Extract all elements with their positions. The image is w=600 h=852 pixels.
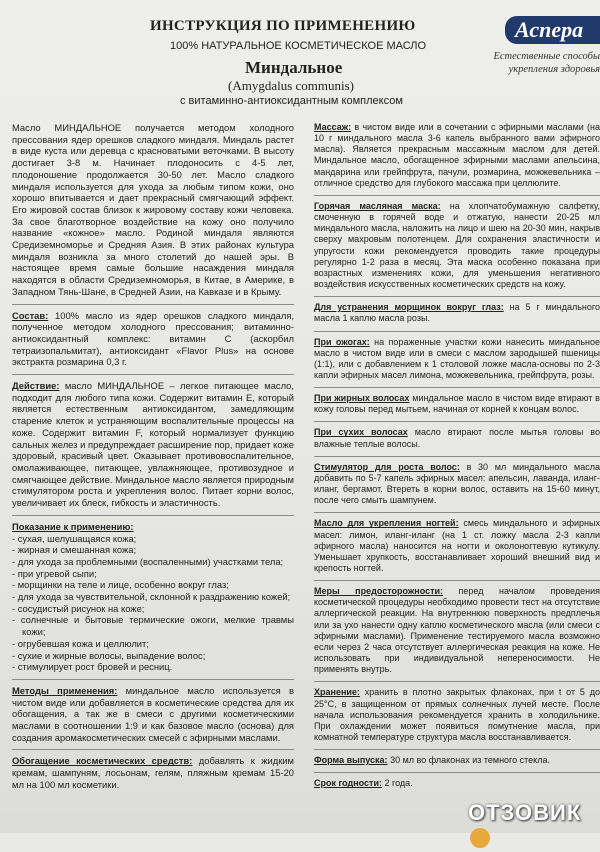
list-item: - солнечные и бытовые термические ожоги, мелкие травмы кожи; xyxy=(12,614,294,638)
composition-section: Состав: 100% масло из ядер орешков сладкого миндаля, полученное методом холодного прессования; витаминно-антиоксидантный комплекс: витамин С (аскорбил тетраизопальмитат), антиоксидант «Flavor Plus» на основе экстракта розмарина 0,3 г. xyxy=(12,309,294,368)
hair-growth-section: Стимулятор для роста волос: в 30 мл миндального масла добавить по 5-7 капель эфирных масел: апельсин, лаванда, иланг-иланг, бергамот. Втереть в корни волос, оставить на 15-60 минут, после чего смыть шампунем. xyxy=(314,461,600,506)
list-item: - жирная и смешанная кожа; xyxy=(12,544,137,556)
product-name: Миндальное xyxy=(245,58,343,77)
indications-list xyxy=(12,533,294,673)
divider xyxy=(314,772,600,773)
divider xyxy=(314,512,600,513)
shelf-life-section: Срок годности: 2 года. xyxy=(314,778,413,789)
nails-section: Масло для укрепления ногтей: смесь миндального и эфирных масел: лимон, иланг-иланг (на 1 ст. ложку масла 2-3 капли эфирного масла) наносится на ногти и околоногтевую кутикулу. Уменьшает хрупкость, восстанавливает хороший внешний вид и крепость ногтей. xyxy=(314,518,600,573)
divider xyxy=(314,331,600,332)
complex-note: с витаминно-антиоксидантным комплексом xyxy=(180,95,403,107)
oily-hair-section: При жирных волосах миндальное масло в чистом виде втирают в кожу головы перед мытьем, начиная от корней к концам волос. xyxy=(314,393,600,415)
header xyxy=(0,0,600,118)
wrinkles-section: Для устранения морщинок вокруг глаз: на 5 г миндального масла 1 каплю масла розы. xyxy=(314,302,600,324)
right-column xyxy=(314,122,600,796)
massage-section: Массаж: в чистом виде или в сочетании с эфирными маслами (на 10 г миндального масла 3-6 капель выбранного вами эфирного масла). Является прекрасным массажным маслом для детей. Миндальное масло, обогащенное эфирными маслами апельсина, мандарина или грейпфрута, пачули, розмарина, можжевельника – отличное средство для глубокого массажа при целлюлите. xyxy=(314,122,600,188)
list-item: - стимулирует рост бровей и ресниц. xyxy=(12,661,173,673)
brand-logo: Аспера xyxy=(505,16,600,44)
divider xyxy=(12,304,294,305)
divider xyxy=(314,296,600,297)
storage-section: Хранение: хранить в плотно закрытых флаконах, при t от 5 до 25°С, в защищенном от прямых солнечных лучей месте. После начала использования рекомендуется хранить в холодильнике. При охлаждении может появиться помутнение масла, при комнатной температуре структура масла восстанавливается. xyxy=(314,687,600,743)
methods-section: Методы применения: миндальное масло используется в чистом виде или добавляется в косметические средства для их обогащения, а так же в смеси с другими косметическими маслами в соотношении 1:9 и как базовое масло (основа) для создания аромакосметических смесей с эфирными маслами. xyxy=(12,684,294,743)
divider xyxy=(314,749,600,750)
divider xyxy=(12,749,294,750)
latin-name: (Amygdalus communis) xyxy=(228,78,355,93)
doc-subtitle: 100% НАТУРАЛЬНОЕ КОСМЕТИЧЕСКОЕ МАСЛО xyxy=(170,40,427,52)
left-column xyxy=(12,122,294,797)
action-section: Действие: масло МИНДАЛЬНОЕ – легкое питающее масло, подходит для любого типа кожи. Содержит витамин Е, который является естественным антиоксидантом, замедляющим старение клеток и устраняющим воспалительные процессы на коже. Содержит витамин F, который нормализует функцию сальных желез и предупреждает расширение пор, придает коже здоровый, красивый цвет. Оказывает противовоспалительное, омолаживающее, питающее, увлажняющее, противозудное и смягчающее действие. Миндальное масло является природным стимулятором роста и укрепления волос. Питает корни волос, увеличивает их блеск, гибкость и эластичность. xyxy=(12,380,295,509)
divider xyxy=(12,374,294,375)
list-item: - для ухода за чувствительной, склонной к раздражению кожей; xyxy=(12,591,291,603)
dry-hair-section: При сухих волосах масло втирают после мытья головы во влажные теплые волосы. xyxy=(314,427,600,449)
list-item: - сухая, шелушащаяся кожа; xyxy=(12,532,137,544)
divider xyxy=(314,421,600,422)
precautions-section: Меры предосторожности: перед началом проведения косметической процедуры необходимо провести тест на отсутствие аллергической реакции. На внутреннюю поверхность предплечья или за ухо нанести одну каплю косметического масла (или смеси с эфирными маслами). Применение тестируемого масла возможно если через 2 часа отсутствует аллергическая реакция на коже. Не использовать при индивидуальной непереносимости. Не применять внутрь. xyxy=(314,586,600,675)
enrich-section: Обогащение косметических средств: добавлять к жидким кремам, шампуням, лосьонам, гелям, пляжным кремам 15-20 мл на 100 мл косметики. xyxy=(12,755,294,790)
doc-title: ИНСТРУКЦИЯ ПО ПРИМЕНЕНИЮ xyxy=(150,18,416,34)
list-item: - сосудистый рисунок на коже; xyxy=(12,602,145,614)
divider xyxy=(314,580,600,581)
form-section: Форма выпуска: 30 мл во флаконах из темного стекла. xyxy=(314,755,550,766)
divider xyxy=(314,456,600,457)
list-item: - морщинки на теле и лице, особенно вокруг глаз; xyxy=(12,579,229,591)
burns-section: При ожогах: на пораженные участки кожи нанесить миндальное масло в чистом виде или в смеси с маслом зародышей пшеницы (1:1), или с добавлением к 1 столовой ложке масла-основы по 2-3 капли эфирных масел лимона, можжевельника, грейпфрута, розы. xyxy=(314,336,600,380)
watermark-logo-icon xyxy=(470,828,490,848)
divider xyxy=(12,679,294,680)
list-item: - огрубевшая кожа и целлюлит; xyxy=(12,637,149,649)
list-item: - сухие и жирные волосы, выпадение волос; xyxy=(12,649,206,661)
divider xyxy=(314,681,600,682)
divider xyxy=(12,515,294,516)
divider xyxy=(314,195,600,196)
intro-paragraph: Масло МИНДАЛЬНОЕ получается методом холодного прессования ядер орешков сладкого миндаля. Миндаль растет в виде куста или деревца с красноватыми веточками. В высоту достигает 3-8 м. Начинает плодоносить с 4-5 лет, плодоношение продолжается 30-50 лет. Масло сладкого миндаля используется для ухода за любым типом кожи, оно хорошо впитывается и дает прекрасный смягчающий эффект. Его жировой состав близок к жировому составу кожи человека. За свое благотворное воздействие на кожу оно получило название «кожное» масло. Родиной миндаля являются Средиземноморье и Средняя Азия. В этих районах культура миндаля возникла за много столетий до нашей эры. В настоящее время самые большие насаждения миндаля находятся в области Средиземноморья, в Китае, в Америке, в Западном Тянь-Шане, в Средней Азии, на Кавказе и в Крыму. xyxy=(12,122,294,297)
site-watermark: ОТЗОВИК xyxy=(468,800,600,852)
indications-section: Показание к применению: - сухая, шелушащаяся кожа; - жирная и смешанная кожа; - для ухода за проблемными (воспаленными) участками тела; - при угревой сыпи; - морщинки на теле и лице, особенно вокруг глаз; - для ухода за чувствительной, склонной к раздражению кожей; - сосудистый рисунок на коже; - солнечные и бытовые термические ожоги, мелкие травмы кожи; - огрубевшая кожа и целлюлит; - сухие и жирные волосы, выпадение волос; - стимулирует рост бровей и ресниц. xyxy=(12,520,294,673)
brand-tagline: Естественные способы укрепления здоровья xyxy=(493,51,600,75)
list-item: - для ухода за проблемными (воспаленными) участками тела; xyxy=(12,555,284,567)
list-item: - при угревой сыпи; xyxy=(12,567,97,579)
divider xyxy=(314,387,600,388)
mask-section: Горячая масляная маска: на хлопчатобумажную салфетку, смоченную в горячей воде и отжатую, нанести 20-25 мл миндального масла, наложить на лицо и шею на 20-30 мин, накрыв сверху махровым полотенцем. Для сохранения эластичности и упругости кожи рекомендуется проводить такие процедуры регулярно 1-2 раза в месяц. Эта маска особенно показана при возрастных изменениях кожи, для уменьшения негативного воздействия искусственных косметических средств на кожу. xyxy=(314,200,600,290)
